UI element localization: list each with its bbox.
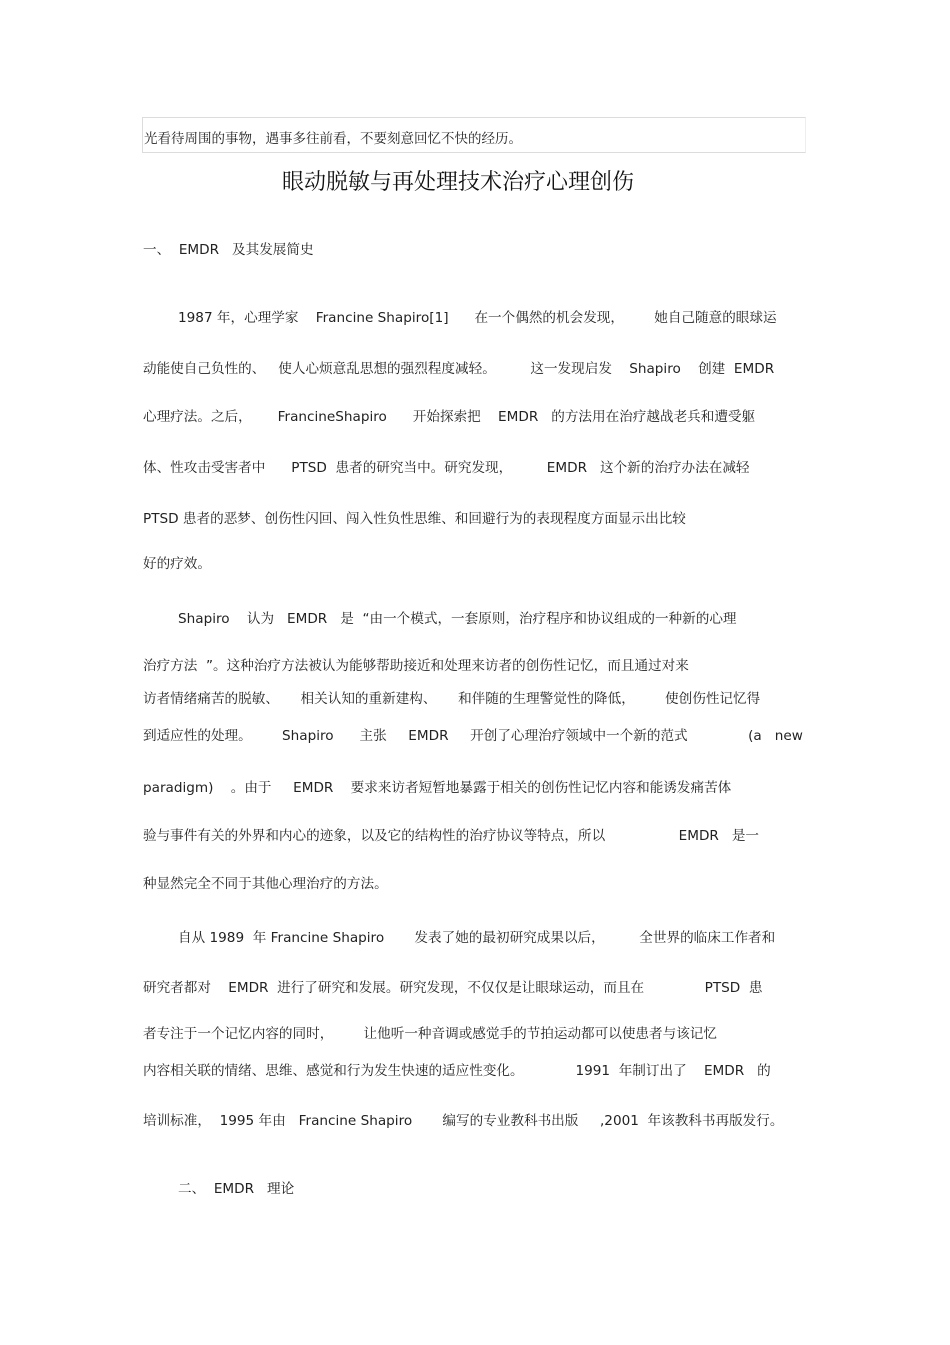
paragraph-line: 治疗方法 ”。这种治疗方法被认为能够帮助接近和处理来访者的创伤性记忆，而且通过对来 [143,658,689,674]
paragraph-line: 培训标准， 1995 年由 Francine Shapiro 编写的专业教科书出版 ,2001 年该教科书再版发行。 [143,1113,784,1129]
section-heading-2: 二、 EMDR 理论 [178,1181,295,1197]
paragraph-line: PTSD 患者的恶梦、创伤性闪回、闯入性负性思维、和回避行为的表现程度方面显示出比较 [143,511,686,527]
paragraph-line: 种显然完全不同于其他心理治疗的方法。 [143,876,388,892]
paragraph-line: 动能使自己负性的、 使人心烦意乱思想的强烈程度减轻。 这一发现启发 Shapiro 创建 EMDR [143,361,775,377]
paragraph-line: 到适应性的处理。 Shapiro 主张 EMDR 开创了心理治疗领域中一个新的范式 (a new [143,728,803,744]
header-note-box [142,117,806,153]
paragraph-line: 心理疗法。之后， FrancineShapiro 开始探索把 EMDR 的方法用在治疗越战老兵和遭受躯 [143,409,756,425]
paragraph-line: 验与事件有关的外界和内心的迹象，以及它的结构性的治疗协议等特点，所以 EMDR 是一 [143,828,760,844]
paragraph-line: 内容相关联的情绪、思维、感觉和行为发生快速的适应性变化。 1991 年制订出了 EMDR 的 [143,1063,771,1079]
header-note: 光看待周围的事物，遇事多往前看，不要刻意回忆不快的经历。 [144,131,522,147]
paragraph-line: 自从 1989 年 Francine Shapiro 发表了她的最初研究成果以后， 全世界的临床工作者和 [178,930,776,946]
paragraph-line: 1987 年，心理学家 Francine Shapiro[1] 在一个偶然的机会发现， 她自己随意的眼球运 [178,310,777,326]
page-title: 眼动脱敏与再处理技术治疗心理创伤 [281,170,634,195]
paragraph-line: 好的疗效。 [143,556,211,572]
section-heading-1: 一、 EMDR 及其发展简史 [143,242,314,258]
paragraph-line: 体、性攻击受害者中 PTSD 患者的研究当中。研究发现， EMDR 这个新的治疗办法在减轻 [143,460,750,476]
paragraph-line: 研究者都对 EMDR 进行了研究和发展。研究发现，不仅仅是让眼球运动，而且在 PTSD 患 [143,980,763,996]
paragraph-line: paradigm) 。由于 EMDR 要求来访者短暂地暴露于相关的创伤性记忆内容和能诱发痛苦体 [143,780,732,796]
paragraph-line: 者专注于一个记忆内容的同时， 让他听一种音调或感觉手的节拍运动都可以使患者与该记忆 [143,1026,717,1042]
paragraph-line: 访者情绪痛苦的脱敏、 相关认知的重新建构、 和伴随的生理警觉性的降低， 使创伤性记忆得 [143,691,761,707]
paragraph-line: Shapiro 认为 EMDR 是 “由一个模式，一套原则，治疗程序和协议组成的一种新的心理 [178,611,737,627]
